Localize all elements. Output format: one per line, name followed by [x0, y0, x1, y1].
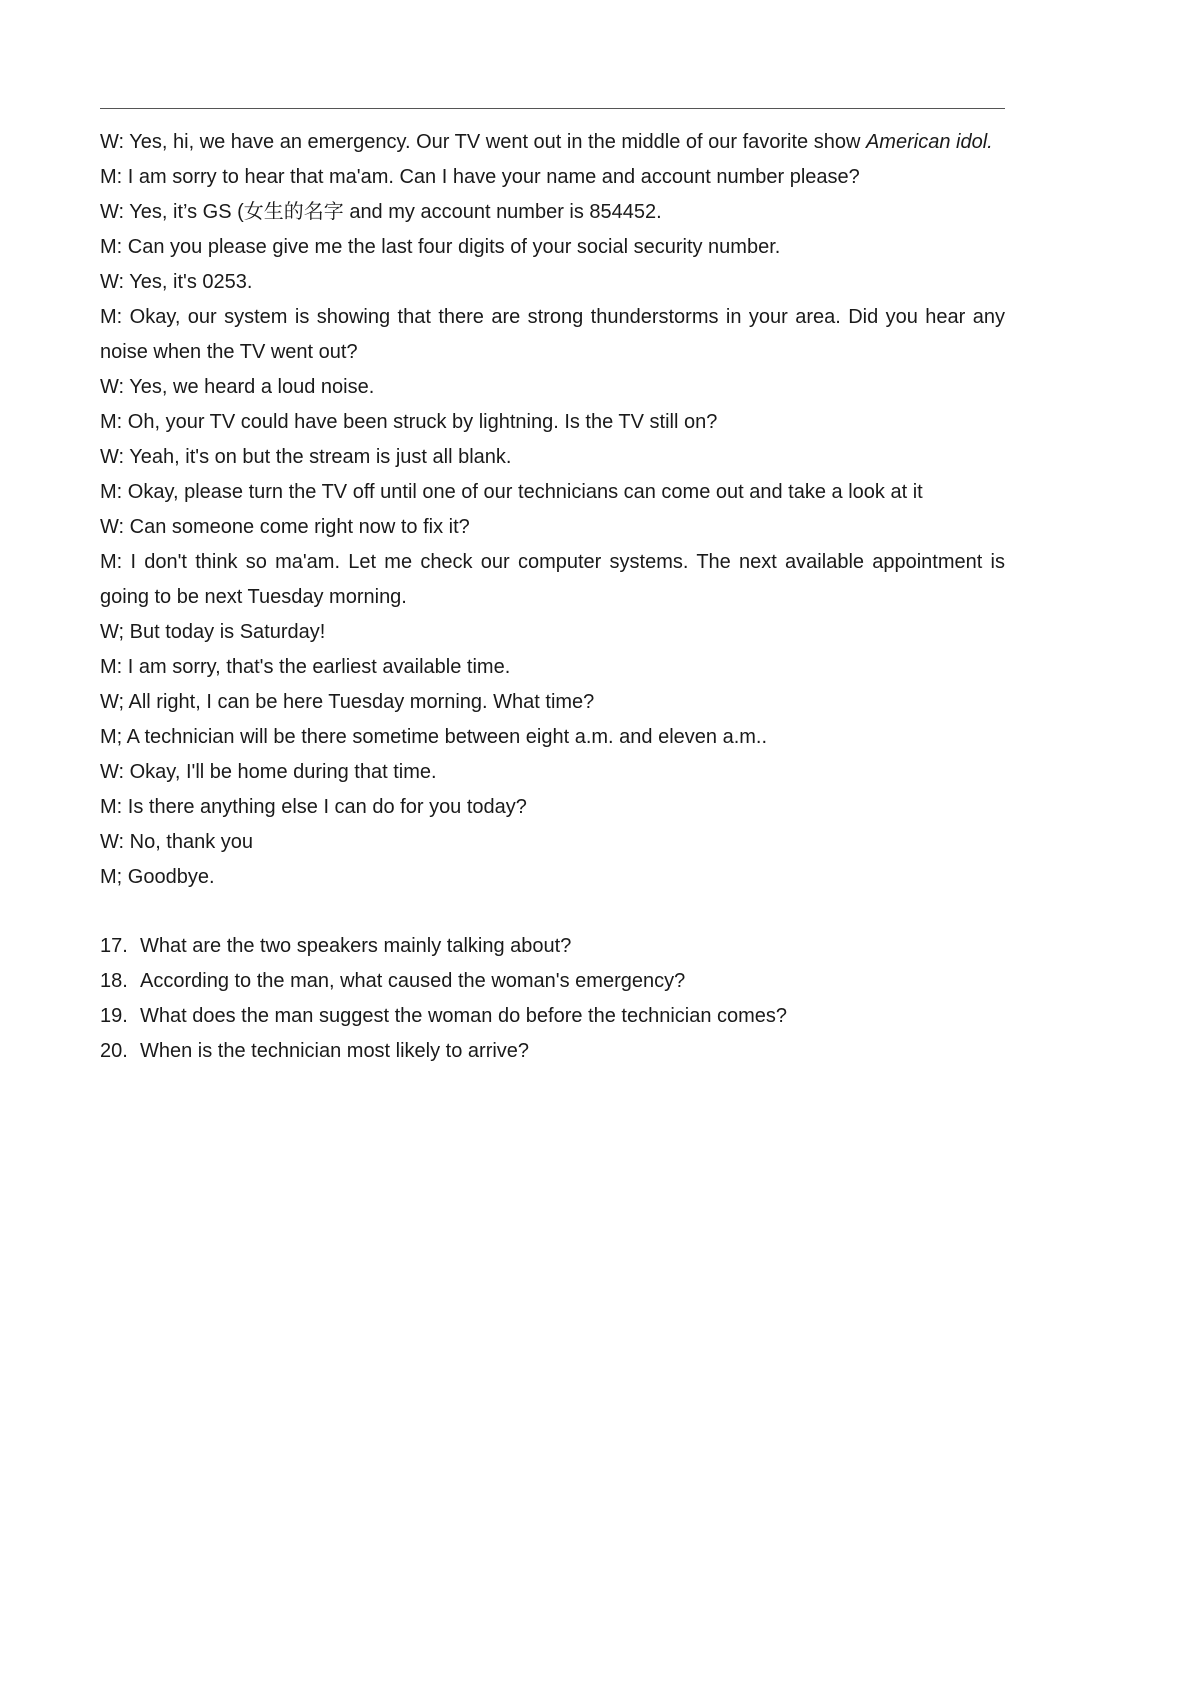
question-text: What does the man suggest the woman do before the technician comes?	[140, 1005, 788, 1027]
header-rule	[100, 108, 1005, 109]
dialogue-line: M: I am sorry, that's the earliest available time.	[100, 656, 511, 678]
dialogue-line: W: Yeah, it's on but the stream is just all blank.	[100, 446, 512, 468]
dialogue-line: M: Is there anything else I can do for you today?	[100, 796, 527, 818]
question-text: When is the technician most likely to arrive?	[140, 1040, 530, 1062]
dialogue-line: M: Okay, our system is showing that there are strong thunderstorms in your area. Did you hear any noise when the TV went out?	[100, 306, 1005, 363]
question-number: 17.	[100, 935, 128, 957]
dialogue-text: W: Yes, hi, we have an emergency. Our TV went out in the middle of our favorite show	[100, 131, 866, 153]
dialogue-text-italic: American idol.	[865, 131, 993, 153]
dialogue-line: M; A technician will be there sometime between eight a.m. and eleven a.m..	[100, 726, 768, 748]
question-text: According to the man, what caused the woman's emergency?	[140, 970, 686, 992]
dialogue-section	[100, 125, 1005, 895]
dialogue-line: M: Okay, please turn the TV off until one of our technicians can come out and take a look at it	[100, 481, 923, 503]
dialogue-line: W: No, thank you	[100, 831, 254, 853]
questions-section	[100, 929, 1005, 1069]
dialogue-line: W: Okay, I'll be home during that time.	[100, 761, 437, 783]
dialogue-line: W: Yes, it's 0253.	[100, 271, 253, 293]
question-line	[100, 1034, 1005, 1069]
dialogue-line: W: Can someone come right now to fix it?	[100, 516, 470, 538]
question-line	[100, 999, 1005, 1034]
question-text: What are the two speakers mainly talking about?	[140, 935, 572, 957]
dialogue-line: M; Goodbye.	[100, 866, 215, 888]
question-line	[100, 929, 1005, 964]
question-number: 19.	[100, 1005, 128, 1027]
question-number: 18.	[100, 970, 128, 992]
dialogue-line: M: I am sorry to hear that ma'am. Can I have your name and account number please?	[100, 166, 860, 188]
dialogue-line: W: Yes, it’s GS (女生的名字 and my account number is 854452.	[100, 201, 662, 223]
dialogue-line: M: Can you please give me the last four digits of your social security number.	[100, 236, 781, 258]
question-line	[100, 964, 1005, 999]
dialogue-line	[100, 125, 1005, 160]
dialogue-line: M: I don't think so ma'am. Let me check our computer systems. The next available appointment is going to be next Tuesday morning.	[100, 551, 1005, 608]
dialogue-line: W; But today is Saturday!	[100, 621, 326, 643]
dialogue-line: M: Oh, your TV could have been struck by lightning. Is the TV still on?	[100, 411, 718, 433]
dialogue-line: W; All right, I can be here Tuesday morning. What time?	[100, 691, 595, 713]
dialogue-line: W: Yes, we heard a loud noise.	[100, 376, 375, 398]
question-number: 20.	[100, 1040, 128, 1062]
